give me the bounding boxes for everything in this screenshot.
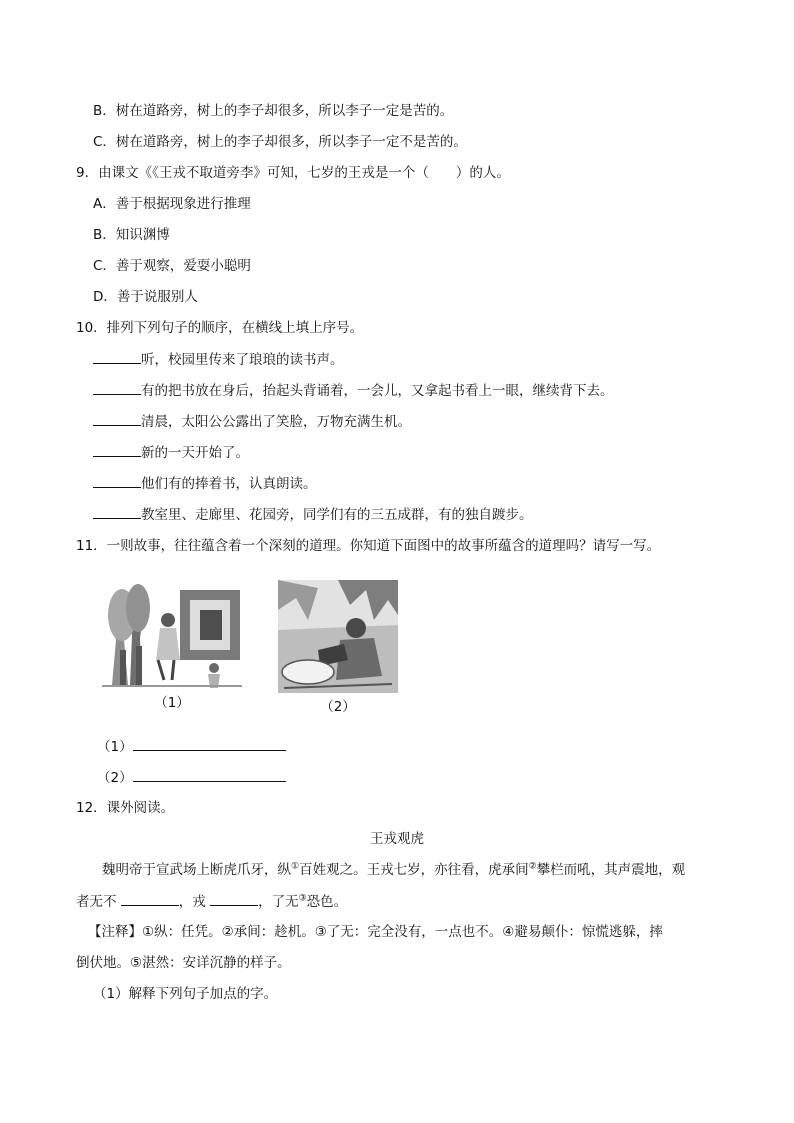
q12-sub-question-1: （1）解释下列句子加点的字。	[93, 986, 278, 1002]
answer-blank[interactable]	[93, 473, 141, 488]
q9-option-a: A．善于根据现象进行推理	[93, 196, 251, 212]
q10-sentence: 有的把书放在身后，抬起头背诵着，一会儿，又拿起书看上一眼，继续背下去。	[141, 383, 614, 399]
answer-blank[interactable]	[93, 349, 141, 364]
q11-stem: 11．一则故事，往往蕴含着一个深刻的道理。你知道下面图中的故事所蕴含的道理吗？请写一写。	[76, 538, 661, 554]
q11-answer-row	[97, 767, 286, 788]
answer-blank[interactable]	[93, 504, 141, 519]
note-mark: ①	[291, 861, 300, 872]
passage-text: 攀栏而吼，其声震地，观	[536, 862, 686, 878]
q9-stem: 9．由课文《《王戎不取道旁李》可知，七岁的王戎是一个（ ）的人。	[76, 165, 510, 181]
q10-stem: 10．排列下列句子的顺序，在横线上填上序号。	[76, 320, 364, 336]
q9-option-d: D．善于说服别人	[93, 289, 198, 305]
q10-sentence: 听，校园里传来了琅琅的读书声。	[141, 352, 344, 368]
illustration-caption-1: （1）	[154, 695, 190, 711]
q12-stem: 12．课外阅读。	[76, 800, 175, 816]
passage-text: 百姓观之。王戎七岁，亦往看，虎承间	[299, 862, 529, 878]
notes-line-2: 倒伏地。⑤湛然：安详沉静的样子。	[76, 955, 291, 971]
passage-text: 魏明帝于宣武场上断虎爪牙，纵	[102, 862, 291, 878]
note-mark: ③	[298, 893, 307, 904]
passage-line-2	[76, 891, 347, 912]
passage-title: 王戎观虎	[370, 831, 424, 847]
q10-sentence: 教室里、走廊里、花园旁，同学们有的三五成群，有的独自踱步。	[141, 507, 533, 523]
q10-sentence-row	[93, 473, 317, 494]
q9-option-c: C．善于观察，爱耍小聪明	[93, 258, 251, 274]
answer-blank[interactable]	[210, 891, 258, 906]
q9-option-b: B．知识渊博	[93, 227, 170, 243]
answer-blank[interactable]	[93, 380, 141, 395]
q11-answer-label: （2）	[97, 770, 133, 786]
q10-sentence-row	[93, 442, 249, 463]
q8-option-c: C．树在道路旁，树上的李子却很多，所以李子一定不是苦的。	[93, 134, 467, 150]
story-illustration-2	[278, 580, 398, 693]
passage-text: 者无不	[76, 894, 117, 910]
note-mark: ②	[528, 861, 537, 872]
answer-blank[interactable]	[93, 411, 141, 426]
passage-text: ，了无	[258, 894, 299, 910]
answer-blank[interactable]	[93, 442, 141, 457]
q10-sentence-row	[93, 380, 614, 401]
notes-line-1: 【注释】①纵：任凭。②承间：趁机。③了无：完全没有，一点也不。④避易颠仆：惊慌逃躲，摔	[88, 924, 663, 940]
passage-line-1	[102, 860, 685, 880]
illustration-caption-2: （2）	[320, 699, 356, 715]
q10-sentence: 新的一天开始了。	[141, 445, 249, 461]
answer-blank[interactable]	[121, 891, 179, 906]
q11-answer-row	[97, 736, 286, 757]
q11-answer-label: （1）	[97, 739, 133, 755]
answer-line[interactable]	[133, 736, 286, 751]
answer-line[interactable]	[133, 767, 286, 782]
q8-option-b: B．树在道路旁，树上的李子却很多，所以李子一定是苦的。	[93, 103, 454, 119]
story-illustration-1	[102, 580, 242, 690]
q10-sentence: 清晨，太阳公公露出了笑脸，万物充满生机。	[141, 414, 411, 430]
passage-text: ，戎	[178, 894, 206, 910]
q10-sentence: 他们有的捧着书，认真朗读。	[141, 476, 317, 492]
q10-sentence-row	[93, 349, 344, 370]
q10-sentence-row	[93, 411, 411, 432]
q10-sentence-row	[93, 504, 533, 525]
passage-text: 恐色。	[306, 894, 348, 910]
